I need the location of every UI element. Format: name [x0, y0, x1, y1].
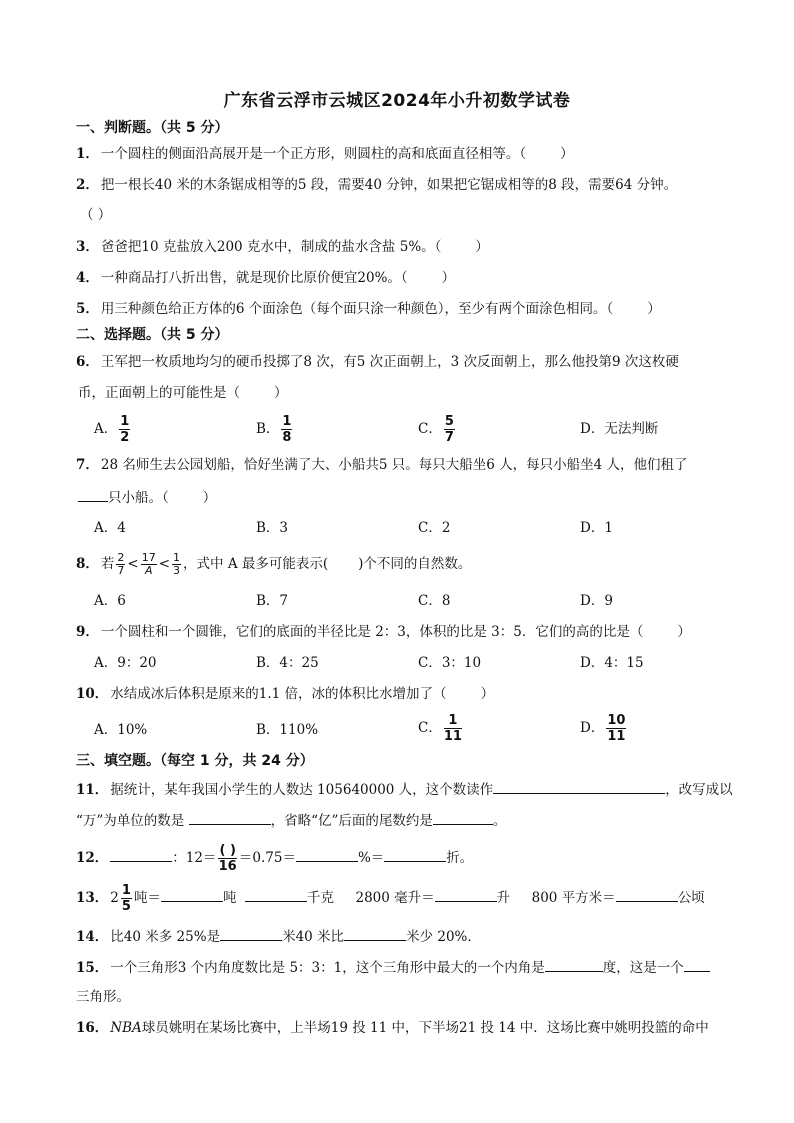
answer-blank[interactable]: [545, 956, 603, 972]
question-number: 8．: [76, 556, 99, 572]
option-a[interactable]: [94, 720, 147, 740]
paren-close: ）: [274, 385, 288, 401]
question-number: 16．: [76, 1020, 109, 1036]
answer-blank[interactable]: [245, 886, 307, 902]
option-b[interactable]: B．4：25: [256, 655, 319, 671]
question-text: 折。: [446, 850, 474, 866]
question-15: [76, 956, 710, 978]
fraction: [444, 713, 462, 744]
fraction: [141, 552, 157, 577]
whole-number: 2: [110, 890, 119, 906]
question-number: 1．: [76, 146, 99, 162]
question-3: [76, 237, 489, 257]
option-c[interactable]: C．3：10: [418, 655, 482, 671]
answer-blank[interactable]: [296, 846, 358, 862]
question-text: 米少 20%．: [406, 929, 481, 945]
denominator: 8: [282, 430, 292, 445]
numerator: 17: [141, 551, 156, 564]
question-2-paren: （ ）: [80, 207, 112, 223]
unit-text: 千克: [307, 890, 335, 906]
question-text: 若: [100, 556, 115, 572]
question-text: 比40 米多 25%是: [110, 929, 221, 945]
less-than-sign: <: [127, 556, 139, 572]
numerator: 2: [117, 551, 125, 564]
paren-close: ）: [560, 146, 574, 162]
question-text: ＝0.75＝: [238, 850, 296, 866]
question-text: 只小船。（: [108, 490, 169, 506]
question-number: 13．: [76, 890, 109, 906]
question-text: 2800 毫升＝: [355, 890, 435, 906]
question-text: 把一根长40 米的木条锯成相等的5 段，需要40 分钟，如果把它锯成相等的8 段，需要64 分钟。: [100, 177, 678, 193]
answer-blank[interactable]: [78, 486, 108, 502]
question-1: [76, 144, 574, 164]
question-text: 据统计，某年我国小学生的人数达 105640000 人，这个数读作: [110, 782, 494, 798]
paren-close: ）: [677, 624, 691, 640]
question-text: ：12＝: [172, 850, 217, 866]
option-b[interactable]: [256, 720, 318, 740]
numerator: ( ): [219, 843, 236, 858]
question-number: 11．: [76, 782, 109, 798]
question-text: 爸爸把10 克盐放入200 克水中，制成的盐水含盐 5%。（: [100, 239, 442, 255]
paren-close: ）: [441, 270, 456, 286]
denominator: 5: [121, 899, 131, 914]
answer-blank[interactable]: [344, 925, 406, 941]
question-number: 4．: [76, 270, 99, 286]
question-12: [76, 843, 473, 874]
option-d[interactable]: [580, 713, 628, 744]
denominator: 16: [218, 859, 237, 874]
paren-close: ）: [475, 239, 489, 255]
option-label: A．: [94, 421, 118, 437]
question-7: [76, 455, 688, 475]
question-text: 币，正面朝上的可能性是（: [78, 385, 240, 401]
option-c[interactable]: [418, 414, 457, 445]
question-text: 一个圆柱和一个圆锥，它们的底面的半径比是 2：3，体积的比是 3：5．它们的高的比是（: [100, 624, 644, 640]
answer-blank[interactable]: [616, 886, 678, 902]
answer-blank[interactable]: [435, 886, 497, 902]
numerator: 1: [173, 551, 181, 564]
question-number: 14．: [76, 929, 109, 945]
option-d[interactable]: D．9: [580, 593, 613, 609]
question-text: 米40 米比: [282, 929, 345, 945]
less-than-sign: <: [158, 556, 171, 572]
denominator: 11: [607, 729, 626, 744]
option-d[interactable]: D．4：15: [580, 655, 644, 671]
question-number: 9．: [76, 624, 99, 640]
fraction: [121, 883, 132, 914]
question-text: %＝: [357, 850, 385, 866]
question-text: 一个圆柱的侧面沿高展开是一个正方形，则圆柱的高和底面直径相等。（: [100, 146, 527, 162]
question-text: 用三种颜色给正方体的6 个面涂色（每个面只涂一种颜色），至少有两个面涂色相同。（: [100, 301, 614, 317]
option-text: 110%: [279, 722, 319, 738]
question-number: 10．: [76, 686, 109, 702]
question-text: 28 名师生去公园划船，恰好坐满了大、小船共5 只。每只大船坐6 人，每只小船坐4 人，他们租了: [100, 457, 688, 473]
question-text: “万”为单位的数是: [76, 813, 185, 829]
question-11: [76, 778, 733, 800]
numerator: 1: [121, 883, 131, 898]
denominator: 2: [120, 430, 130, 445]
option-a[interactable]: A．4: [94, 520, 126, 536]
option-text: 10%: [117, 722, 148, 738]
question-7-line2: [78, 486, 216, 508]
question-11-line2: [76, 809, 506, 831]
fraction: [281, 414, 292, 445]
fraction: [116, 552, 125, 577]
answer-blank[interactable]: [220, 925, 282, 941]
option-label: D．: [580, 720, 605, 736]
question-13: [76, 883, 705, 914]
section-heading-choice: 二、选择题。（共 5 分）: [76, 327, 229, 343]
unit-text: 公顷: [677, 890, 705, 906]
question-6: [76, 352, 679, 372]
denominator: 3: [173, 564, 181, 577]
question-8: [76, 552, 471, 577]
denominator: 11: [443, 729, 462, 744]
question-5: [76, 299, 661, 319]
option-label: D．: [580, 421, 605, 437]
numerator: 5: [444, 414, 454, 429]
question-text: 吨＝: [133, 890, 161, 906]
paren-close: ）: [480, 686, 495, 702]
question-text: 一种商品打八折出售，就是现价比原价便宜20%。（: [100, 270, 408, 286]
answer-blank[interactable]: [684, 956, 710, 972]
numerator: 10: [607, 713, 626, 728]
option-label: C．: [418, 720, 442, 736]
question-number: 12．: [76, 850, 109, 866]
unit-text: 升: [496, 890, 511, 906]
answer-blank[interactable]: [161, 886, 223, 902]
option-a[interactable]: A．9：20: [94, 655, 157, 671]
answer-blank[interactable]: [493, 778, 665, 794]
question-text: 水结成冰后体积是原来的1.1 倍，冰的体积比水增加了（: [110, 686, 447, 702]
question-number: 15．: [76, 960, 109, 976]
fraction: [119, 414, 130, 445]
denominator: 7: [444, 430, 454, 445]
option-label: A．: [94, 722, 118, 738]
question-text: 球员姚明在某场比赛中，上半场19 投 11 中，下半场21 投 14 中．这场比赛中姚明投篮的命中: [141, 1020, 709, 1036]
option-label: B．: [256, 722, 280, 738]
paren-close: ）: [202, 490, 217, 506]
question-2: [76, 175, 677, 195]
page-title: 广东省云浮市云城区2024年小升初数学试卷: [223, 91, 571, 111]
question-15-line2: 三角形。: [76, 989, 130, 1005]
option-text: 无法判断: [604, 421, 659, 437]
question-text: )个不同的自然数。: [358, 556, 472, 572]
question-14: [76, 925, 481, 947]
option-c[interactable]: C．8: [418, 593, 451, 609]
question-10: [76, 684, 494, 704]
denominator: A: [144, 564, 153, 577]
answer-blank[interactable]: [189, 809, 271, 825]
option-b[interactable]: B．7: [256, 593, 289, 609]
question-number: 3．: [76, 239, 99, 255]
question-text: ，式中 A 最多可能表示(: [183, 556, 329, 572]
question-text: 800 平方米＝: [531, 890, 616, 906]
question-number: 5．: [76, 301, 99, 317]
fraction: [218, 843, 236, 874]
numerator: 1: [444, 713, 462, 729]
option-d[interactable]: D．1: [580, 520, 613, 536]
section-heading-fill-in: 三、填空题。（每空 1 分，共 24 分）: [76, 753, 314, 769]
question-text: ，省略“亿”后面的尾数约是: [270, 813, 433, 829]
question-16: [76, 1018, 709, 1038]
option-a[interactable]: A．6: [94, 593, 126, 609]
fraction: [444, 414, 455, 445]
answer-blank[interactable]: [110, 846, 172, 862]
fraction: [172, 552, 181, 577]
question-text: 王军把一枚质地均匀的硬币投掷了8 次，有5 次正面朝上，3 次反面朝上，那么他投第9 次这枚硬: [100, 354, 679, 370]
question-number: 7．: [76, 457, 99, 473]
option-d[interactable]: [580, 419, 658, 439]
answer-blank[interactable]: [384, 846, 446, 862]
option-label: B．: [256, 421, 280, 437]
question-text: 一个三角形3 个内角度数比是 5：3：1，这个三角形中最大的一个内角是: [110, 960, 545, 976]
question-text: ，改写成以: [665, 782, 733, 798]
numerator: 1: [120, 414, 130, 429]
paren-close: ）: [647, 301, 661, 317]
numerator: 1: [282, 414, 292, 429]
question-4: [76, 268, 455, 288]
answer-blank[interactable]: [433, 809, 493, 825]
option-b[interactable]: B．3: [256, 520, 289, 536]
question-number: 2．: [76, 177, 99, 193]
option-c[interactable]: [418, 713, 464, 744]
unit-text: 吨: [222, 890, 237, 906]
denominator: 7: [117, 564, 125, 577]
option-a[interactable]: [94, 414, 132, 445]
question-text: 度，这是一个: [602, 960, 684, 976]
nba-text: NBA: [110, 1020, 142, 1036]
question-6-line2: [78, 383, 288, 403]
question-number: 6．: [76, 354, 99, 370]
option-b[interactable]: [256, 414, 294, 445]
fraction: [606, 713, 626, 744]
option-label: C．: [418, 421, 442, 437]
question-9: [76, 622, 691, 642]
section-heading-judgement: 一、判断题。（共 5 分）: [76, 120, 229, 136]
option-c[interactable]: C．2: [418, 520, 451, 536]
question-text: 。: [492, 813, 507, 829]
